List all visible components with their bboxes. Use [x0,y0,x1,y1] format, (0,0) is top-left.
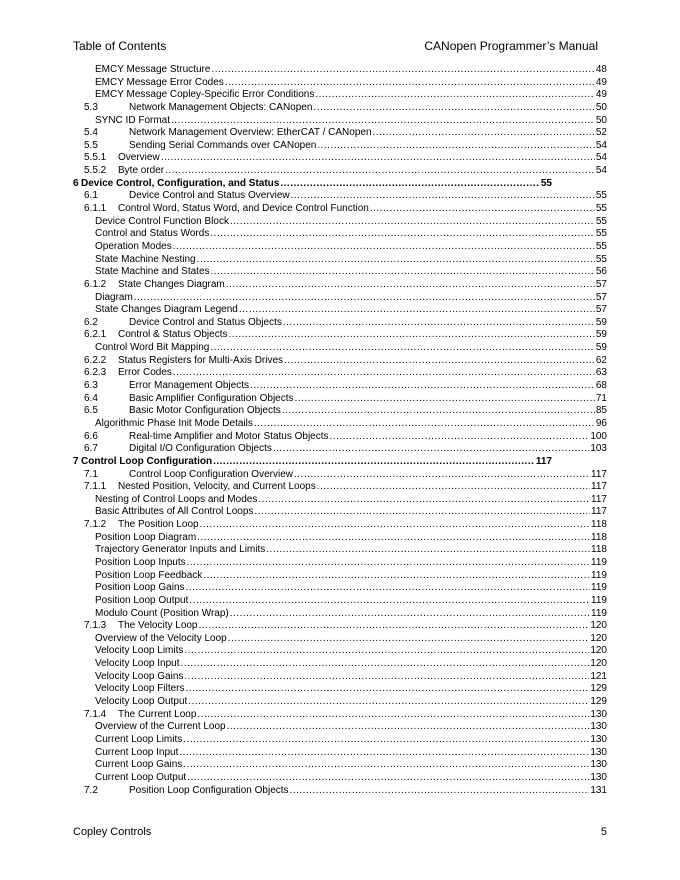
toc-dot-leader [171,115,595,128]
toc-entry[interactable] [0,140,680,153]
toc-entry-page: 68 [595,380,607,392]
toc-dot-leader [250,380,595,393]
toc-entry[interactable] [0,418,680,431]
page-number: 5 [600,826,607,838]
toc-entry[interactable] [0,304,680,317]
toc-entry-page: 56 [595,266,607,278]
toc-entry[interactable] [0,266,680,279]
toc-dot-leader [254,418,595,431]
toc-entry-page: 50 [595,114,607,126]
header-manual-title: CANopen Programmer’s Manual [424,39,598,53]
toc-entry[interactable] [0,570,680,583]
toc-entry-number: 5.3 [84,101,98,113]
toc-entry-title: Overview of the Current Loop [95,721,226,733]
toc-entry-title: Algorithmic Phase Init Mode Details [95,417,253,429]
toc-entry-title: Overview of the Velocity Loop [95,632,227,644]
toc-entry-title: Byte order [118,165,165,177]
toc-entry-page: 120 [590,632,607,644]
toc-dot-leader [290,785,590,798]
toc-entry-title: Trajectory Generator Inputs and Limits [95,544,266,556]
toc-entry[interactable] [0,64,680,77]
toc-dot-leader [225,77,595,90]
toc-entry[interactable] [0,405,680,418]
toc-entry-page: 117 [591,481,607,493]
toc-entry-title: Status Registers for Multi-Axis Drives [118,354,284,366]
toc-entry-title: State Changes Diagram Legend [95,304,238,316]
toc-entry-title: Velocity Loop Limits [95,645,184,657]
toc-entry-page: 120 [590,645,607,657]
toc-entry-title: Position Loop Output [95,594,189,606]
toc-dot-leader [291,190,595,203]
toc-entry[interactable] [0,506,680,519]
toc-entry[interactable] [0,241,680,254]
toc-entry[interactable] [0,494,680,507]
toc-entry[interactable] [0,228,680,241]
toc-dot-leader [173,367,595,380]
toc-entry[interactable] [0,355,680,368]
toc-entry-title: Velocity Loop Output [95,696,188,708]
toc-entry-page: 59 [595,329,607,341]
toc-dot-leader [266,544,590,557]
toc-entry-page: 117 [591,468,607,480]
toc-entry-title: Control and Status Words [95,228,210,240]
toc-dot-leader [184,671,589,684]
toc-entry-page: 118 [591,519,607,531]
toc-dot-leader [313,102,594,115]
toc-dot-leader [315,89,595,102]
toc-entry[interactable] [0,279,680,292]
toc-entry-number: 7.1.2 [84,519,107,531]
toc-entry-page: 55 [595,190,607,202]
toc-entry-title: EMCY Message Structure [95,64,211,75]
toc-dot-leader [317,140,595,153]
toc-dot-leader [161,152,595,165]
toc-entry-number: 7.1 [84,468,98,480]
toc-entry-title: Basic Attributes of All Control Loops [95,506,254,518]
toc-dot-leader [211,266,595,279]
toc-entry-title: Device Control and Status Objects [129,316,282,328]
toc-dot-leader [295,393,595,406]
toc-entry-title: Modulo Count (Position Wrap) [95,607,229,619]
toc-entry-page: 121 [590,670,607,682]
toc-entry-title: Control Word Bit Mapping [95,342,210,354]
toc-entry[interactable] [0,671,680,684]
toc-entry-page: 119 [591,556,607,568]
toc-entry-page: 130 [590,759,607,771]
toc-dot-leader [283,317,595,330]
toc-entry[interactable] [0,367,680,380]
toc-entry-page: 52 [595,127,607,139]
toc-entry[interactable] [0,165,680,178]
toc-dot-leader [165,165,595,178]
toc-entry-number: 6.1.2 [84,278,107,290]
toc-entry-title: Position Loop Configuration Objects [129,784,289,796]
toc-entry-page: 129 [590,696,607,708]
toc-entry-title: Control Word, Status Word, and Device Control Function [118,203,369,215]
toc-entry[interactable] [0,709,680,722]
toc-entry-page: 55 [540,177,552,189]
toc-entry[interactable] [0,772,680,785]
toc-entry-page: 117 [535,455,552,467]
toc-entry[interactable] [0,785,680,798]
toc-entry-title: Velocity Loop Filters [95,683,185,695]
page-header [73,39,598,55]
toc-entry[interactable] [0,544,680,557]
toc-entry-page: 55 [595,215,607,227]
toc-dot-leader [226,279,595,292]
toc-entry-page: 131 [590,784,607,796]
toc-dot-leader [184,645,589,658]
toc-entry[interactable] [0,582,680,595]
toc-entry-page: 55 [595,203,607,215]
toc-entry-title: Sending Serial Commands over CANopen [129,139,317,151]
toc-entry-number: 6.6 [84,430,98,442]
toc-entry[interactable] [0,431,680,444]
toc-dot-leader [188,696,589,709]
toc-entry-title: EMCY Message Error Codes [95,76,224,88]
toc-entry-page: 55 [595,228,607,240]
toc-entry-page: 54 [595,165,607,177]
toc-entry-page: 71 [595,392,607,404]
toc-entry[interactable] [0,329,680,342]
toc-entry-number: 7.1.1 [84,481,107,493]
toc-entry[interactable] [0,178,680,191]
toc-entry-title: SYNC ID Format [95,114,171,126]
toc-entry[interactable] [0,254,680,267]
toc-entry-number: 5.5.2 [84,165,107,177]
toc-entry-page: 54 [595,139,607,151]
toc-dot-leader [230,608,590,621]
toc-entry[interactable] [0,532,680,545]
toc-dot-leader [254,506,590,519]
toc-entry-number: 7 [73,455,79,467]
toc-entry-title: Velocity Loop Gains [95,670,184,682]
toc-entry-title: Basic Motor Configuration Objects [129,405,281,417]
toc-dot-leader [229,329,595,342]
toc-entry-title: Nesting of Control Loops and Modes [95,493,258,505]
toc-entry[interactable] [0,127,680,140]
toc-entry-title: Real-time Amplifier and Motor Status Objects [129,430,329,442]
toc-entry-page: 120 [590,620,607,632]
toc-dot-leader [197,532,590,545]
toc-entry[interactable] [0,683,680,696]
toc-entry-title: EMCY Message Copley-Specific Error Conditions [95,89,315,101]
toc-dot-leader [370,203,595,216]
toc-entry-number: 7.2 [84,784,98,796]
toc-entry-number: 7.1.3 [84,620,107,632]
toc-entry-title: Basic Amplifier Configuration Objects [129,392,294,404]
toc-entry[interactable] [0,481,680,494]
toc-dot-leader [197,709,589,722]
toc-entry-page: 129 [590,683,607,695]
toc-dot-leader [189,595,590,608]
toc-dot-leader [230,216,595,229]
toc-entry-title: Device Control Function Block [95,215,229,227]
toc-dot-leader [203,570,590,583]
toc-entry[interactable] [0,102,680,115]
toc-entry-page: 63 [595,367,607,379]
toc-entry-number: 6.1.1 [84,203,107,215]
toc-dot-leader [210,342,595,355]
toc-entry-page: 117 [591,493,607,505]
toc-entry[interactable] [0,89,680,102]
toc-entry[interactable] [0,620,680,633]
toc-entry[interactable] [0,380,680,393]
toc-entry[interactable] [0,608,680,621]
toc-entry-title: Nested Position, Velocity, and Current Loops [118,481,316,493]
toc-entry-title: Device Control and Status Overview [129,190,290,202]
toc-dot-leader [210,228,595,241]
toc-entry-page: 130 [590,708,607,720]
toc-dot-leader [282,405,595,418]
toc-dot-leader [273,443,589,456]
toc-entry-title: Position Loop Feedback [95,569,203,581]
toc-dot-leader [187,772,589,785]
toc-entry-title: Network Management Objects: CANopen [129,101,313,113]
toc-entry[interactable] [0,317,680,330]
header-section-title: Table of Contents [73,39,167,53]
toc-entry[interactable] [0,190,680,203]
toc-entry-page: 103 [590,443,607,455]
toc-dot-leader [284,355,595,368]
toc-entry[interactable] [0,393,680,406]
toc-entry[interactable] [0,443,680,456]
toc-entry-page: 49 [595,89,607,101]
toc-entry-title: The Velocity Loop [118,620,198,632]
toc-dot-leader [199,620,590,633]
toc-entry-title: Position Loop Diagram [95,531,197,543]
toc-entry-title: State Changes Diagram [118,278,225,290]
toc-dot-leader [373,127,595,140]
page-footer [73,826,607,842]
toc-entry-number: 7.1.4 [84,708,107,720]
toc-entry-page: 130 [590,733,607,745]
toc-entry[interactable] [0,696,680,709]
toc-entry-page: 119 [591,594,607,606]
toc-entry[interactable] [0,203,680,216]
toc-entry-title: Control Loop Configuration Overview [129,468,293,480]
toc-dot-leader [330,431,590,444]
toc-entry-number: 5.5 [84,139,98,151]
toc-entry-page: 85 [595,405,607,417]
toc-entry-page: 130 [590,746,607,758]
toc-entry[interactable] [0,645,680,658]
toc-entry-page: 54 [595,152,607,164]
toc-entry-page: 55 [595,253,607,265]
toc-entry-title: The Position Loop [118,519,199,531]
toc-entry-title: State Machine and States [95,266,210,278]
toc-entry[interactable] [0,557,680,570]
toc-dot-leader [134,292,595,305]
toc-entry-number: 6.3 [84,380,98,392]
toc-entry-number: 6 [73,177,79,189]
toc-entry-title: Control & Status Objects [118,329,228,341]
toc-entry-page: 117 [591,506,607,518]
toc-entry[interactable] [0,115,680,128]
toc-dot-leader [183,734,589,747]
toc-entry-page: 119 [591,607,607,619]
toc-entry-page: 49 [595,76,607,88]
toc-entry-number: 5.5.1 [84,152,107,164]
toc-entry-title: Network Management Overview: EtherCAT / CANopen [129,127,372,139]
toc-dot-leader [213,456,535,469]
toc-entry-title: Velocity Loop Input [95,658,180,670]
toc-dot-leader [228,633,590,646]
toc-entry-page: 57 [595,278,607,290]
toc-dot-leader [187,557,590,570]
toc-entry-page: 57 [595,291,607,303]
toc-entry[interactable] [0,469,680,482]
toc-entry-title: Error Codes [118,367,172,379]
toc-entry-page: 96 [595,417,607,429]
toc-entry-page: 62 [595,354,607,366]
toc-entry-number: 6.2 [84,316,98,328]
toc-entry[interactable] [0,759,680,772]
toc-entry[interactable] [0,658,680,671]
toc-entry-number: 6.7 [84,443,98,455]
toc-dot-leader [183,759,589,772]
toc-entry[interactable] [0,292,680,305]
toc-entry-page: 118 [591,544,607,556]
toc-entry-page: 119 [591,569,607,581]
toc-entry-title: Operation Modes [95,240,172,252]
toc-entry-number: 6.4 [84,392,98,404]
toc-entry-number: 5.4 [84,127,98,139]
toc-entry-number: 6.2.3 [84,367,107,379]
toc-entry[interactable] [0,721,680,734]
toc-entry-title: Digital I/O Configuration Objects [129,443,272,455]
toc-entry-page: 100 [590,430,607,442]
toc-entry-number: 6.2.1 [84,329,107,341]
toc-entry-page: 48 [595,64,607,75]
toc-entry-title: Current Loop Limits [95,733,183,745]
toc-entry[interactable] [0,456,680,469]
toc-dot-leader [181,658,590,671]
toc-entry-number: 6.1 [84,190,98,202]
toc-entry-number: 6.2.2 [84,354,107,366]
toc-entry-title: Position Loop Inputs [95,556,186,568]
toc-entry[interactable] [0,342,680,355]
footer-company: Copley Controls [73,826,152,838]
toc-dot-leader [239,304,595,317]
toc-entry[interactable] [0,216,680,229]
toc-entry-title: Diagram [95,291,133,303]
toc-dot-leader [200,519,590,532]
toc-entry-page: 50 [595,101,607,113]
table-of-contents [0,64,680,797]
toc-entry[interactable] [0,152,680,165]
toc-entry-title: State Machine Nesting [95,253,196,265]
toc-dot-leader [258,494,590,507]
toc-dot-leader [227,721,590,734]
toc-entry-page: 120 [590,658,607,670]
toc-entry-number: 6.5 [84,405,98,417]
toc-entry-page: 118 [591,531,607,543]
toc-dot-leader [280,178,540,191]
toc-entry-page: 59 [595,342,607,354]
toc-entry-title: Control Loop Configuration [81,455,213,467]
toc-entry-title: Current Loop Output [95,771,187,783]
toc-entry[interactable] [0,633,680,646]
toc-entry[interactable] [0,747,680,760]
toc-dot-leader [186,683,590,696]
toc-entry[interactable] [0,734,680,747]
toc-dot-leader [317,481,590,494]
toc-dot-leader [186,582,591,595]
toc-dot-leader [173,241,595,254]
toc-entry-page: 57 [595,304,607,316]
toc-entry-page: 119 [591,582,607,594]
toc-entry-title: Current Loop Input [95,746,179,758]
toc-dot-leader [197,254,595,267]
toc-entry-title: Error Management Objects [129,380,250,392]
toc-entry-page: 130 [590,771,607,783]
toc-dot-leader [179,747,589,760]
toc-dot-leader [211,64,594,77]
toc-entry-title: Current Loop Gains [95,759,183,771]
toc-entry-title: The Current Loop [118,708,197,720]
toc-entry-title: Overview [118,152,160,164]
toc-dot-leader [294,469,590,482]
toc-entry-title: Device Control, Configuration, and Status [81,177,280,189]
toc-entry[interactable] [0,519,680,532]
toc-entry-page: 55 [595,240,607,252]
toc-entry-page: 130 [590,721,607,733]
toc-entry[interactable] [0,77,680,90]
toc-entry[interactable] [0,595,680,608]
toc-entry-page: 59 [595,316,607,328]
toc-entry-title: Position Loop Gains [95,582,185,594]
